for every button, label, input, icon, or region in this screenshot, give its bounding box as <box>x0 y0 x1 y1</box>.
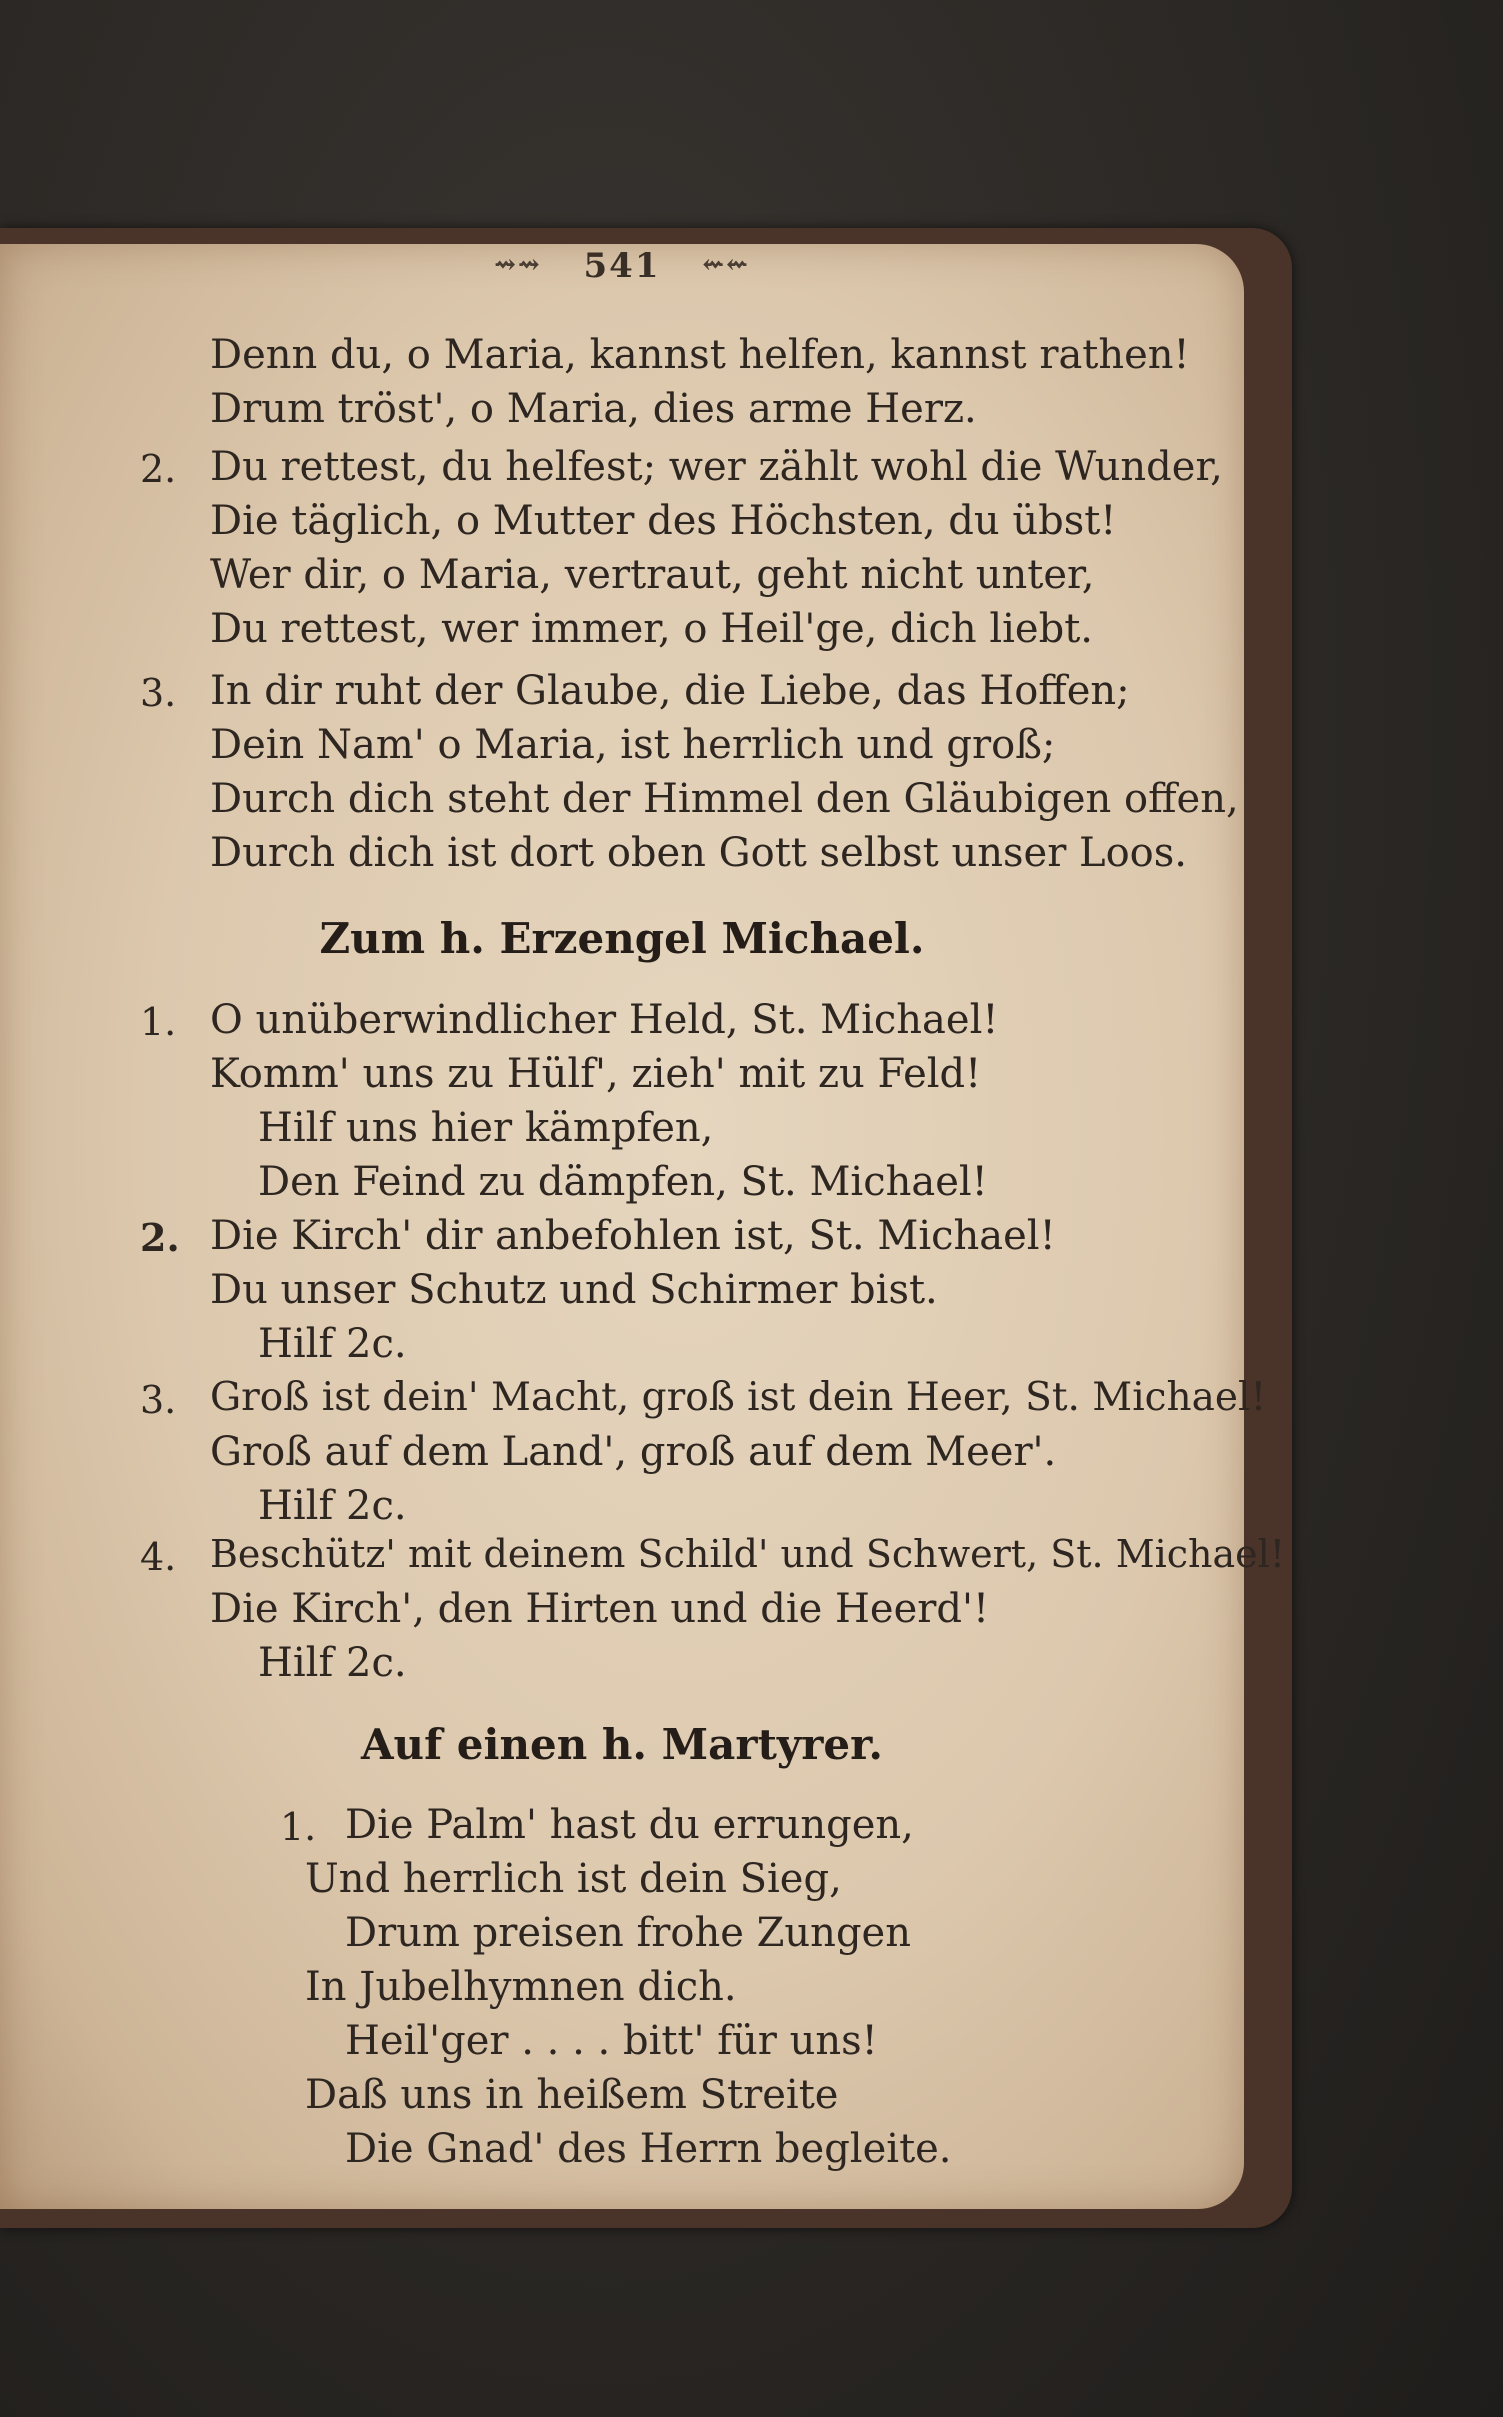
verse-number: 2. <box>140 1215 180 1260</box>
text-line: In dir ruht der Glaube, die Liebe, das Hoffen; <box>210 668 1130 714</box>
text-line: Du rettest, wer immer, o Heil'ge, dich liebt. <box>210 606 1093 652</box>
text-line: Die Kirch' dir anbefohlen ist, St. Michael! <box>210 1213 1056 1259</box>
text-line: Hilf uns hier kämpfen, <box>258 1105 714 1151</box>
section-title: Auf einen h. Martyrer. <box>360 1720 884 1769</box>
text-line: Wer dir, o Maria, vertraut, geht nicht unter, <box>210 552 1095 598</box>
text-line: Du unser Schutz und Schirmer bist. <box>210 1267 938 1313</box>
verse-number: 3. <box>140 671 177 715</box>
text-line: Beschütz' mit deinem Schild' und Schwert, St. Michael! <box>210 1532 1286 1576</box>
text-line: Durch dich steht der Himmel den Gläubigen offen, <box>210 776 1239 822</box>
text-line: Drum preisen frohe Zungen <box>345 1910 911 1956</box>
text-line: Komm' uns zu Hülf', zieh' mit zu Feld! <box>210 1051 982 1097</box>
text-line: Daß uns in heißem Streite <box>305 2072 839 2118</box>
text-line: Groß ist dein' Macht, groß ist dein Heer, St. Michael! <box>210 1375 1267 1420</box>
page-number: 541 <box>583 246 661 286</box>
text-line: Groß auf dem Land', groß auf dem Meer'. <box>210 1429 1057 1475</box>
verse-number: 1. <box>140 1000 177 1044</box>
verse-number: 2. <box>140 447 177 491</box>
text-line: Hilf 2c. <box>258 1640 407 1686</box>
ornament-left: ⇝⇝ <box>494 250 542 280</box>
text-line: In Jubelhymnen dich. <box>305 1964 737 2010</box>
page-header <box>0 246 1244 286</box>
text-line: Die Kirch', den Hirten und die Heerd'! <box>210 1586 990 1632</box>
verse-number: 1. <box>280 1805 317 1849</box>
text-line: Durch dich ist dort oben Gott selbst unser Loos. <box>210 830 1187 876</box>
text-line: Die Gnad' des Herrn begleite. <box>345 2126 952 2172</box>
text-line: O unüberwindlicher Held, St. Michael! <box>210 997 999 1043</box>
section-title: Zum h. Erzengel Michael. <box>319 914 925 963</box>
text-line: Drum tröst', o Maria, dies arme Herz. <box>210 386 977 432</box>
text-line: Denn du, o Maria, kannst helfen, kannst rathen! <box>210 332 1190 378</box>
text-line: Und herrlich ist dein Sieg, <box>305 1856 842 1902</box>
text-line: Den Feind zu dämpfen, St. Michael! <box>258 1159 988 1205</box>
text-line: Die täglich, o Mutter des Höchsten, du übst! <box>210 498 1117 544</box>
text-line: Hilf 2c. <box>258 1483 407 1529</box>
text-line: Die Palm' hast du errungen, <box>345 1802 914 1848</box>
text-line: Hilf 2c. <box>258 1321 407 1367</box>
text-line: Heil'ger . . . . bitt' für uns! <box>345 2018 878 2064</box>
verse-number: 4. <box>140 1535 177 1579</box>
verse-number: 3. <box>140 1378 177 1422</box>
text-line: Dein Nam' o Maria, ist herrlich und groß; <box>210 722 1056 768</box>
text-line: Du rettest, du helfest; wer zählt wohl die Wunder, <box>210 444 1223 490</box>
ornament-right: ⇜⇜ <box>702 250 750 280</box>
